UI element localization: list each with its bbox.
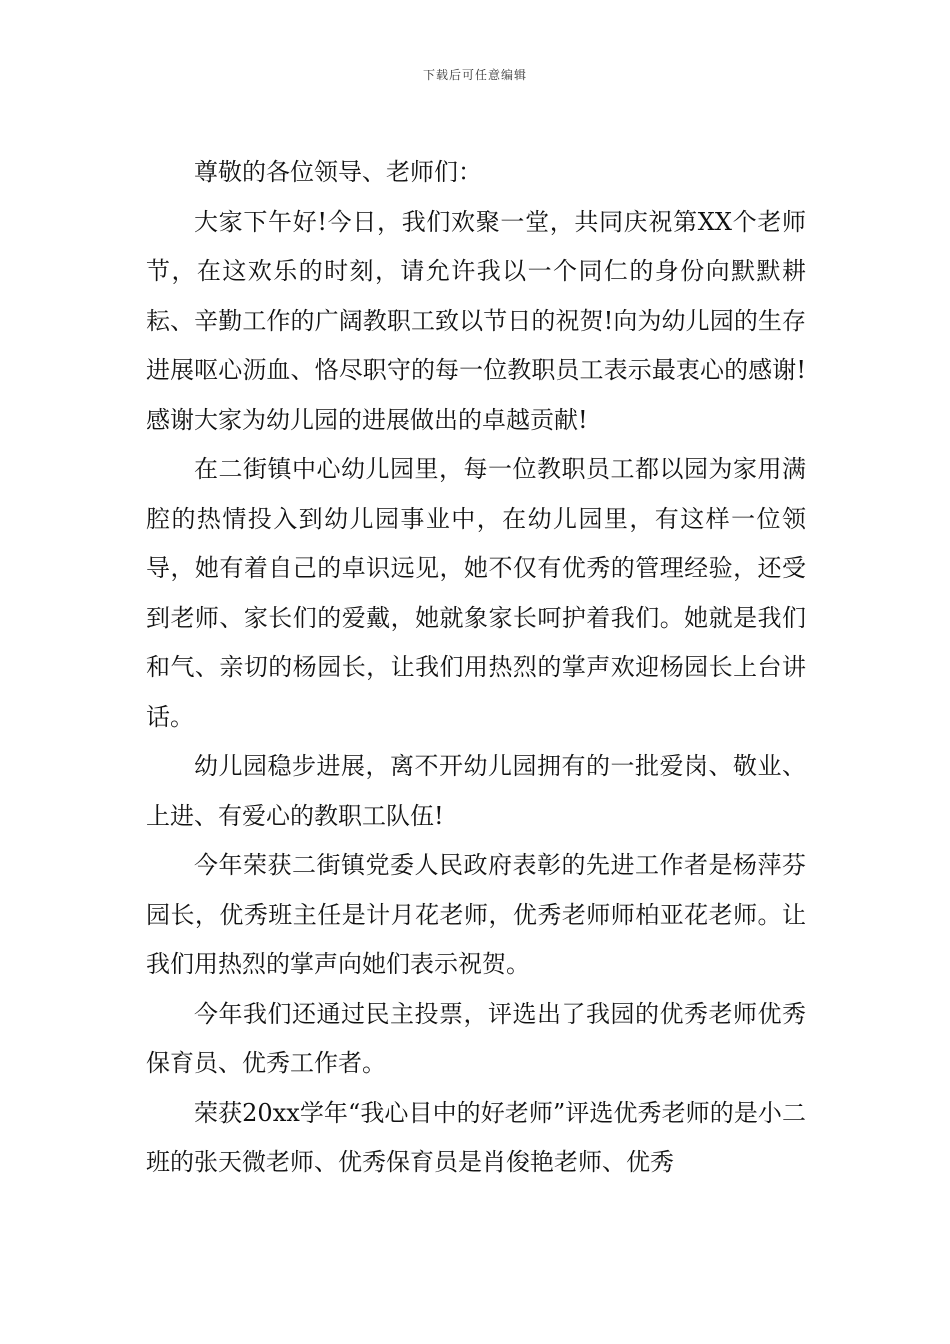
body-paragraph: 今年荣获二街镇党委人民政府表彰的先进工作者是杨萍芬园长，优秀班主任是计月花老师，优秀老师师柏亚花老师。让我们用热烈的掌声向她们表示祝贺。 bbox=[146, 851, 806, 978]
body-paragraph: 幼儿园稳步进展，离不开幼儿园拥有的一批爱岗、敬业、上进、有爱心的教职工队伍! bbox=[146, 752, 806, 830]
body-paragraph: 荣获20xx学年“我心目中的好老师”评选优秀老师的是小二班的张天微老师、优秀保育员是肖俊艳老师、优秀 bbox=[146, 1098, 806, 1176]
body-paragraph: 在二街镇中心幼儿园里，每一位教职员工都以园为家用满腔的热情投入到幼儿园事业中，在幼儿园里，有这样一位领导，她有着自己的卓识远见，她不仅有优秀的管理经验，还受到老师、家长们的爱戴，她就象家长呵护着我们。她就是我们和气、亲切的杨园长，让我们用热烈的掌声欢迎杨园长上台讲话。 bbox=[146, 455, 806, 731]
greeting-paragraph: 尊敬的各位领导、老师们： bbox=[194, 158, 482, 186]
body-paragraph: 今年我们还通过民主投票，评选出了我园的优秀老师优秀保育员、优秀工作者。 bbox=[146, 999, 806, 1077]
document-body bbox=[146, 148, 806, 1188]
body-paragraph: 大家下午好!今日，我们欢聚一堂，共同庆祝第XX个老师节，在这欢乐的时刻，请允许我以一个同仁的身份向默默耕耘、辛勤工作的广阔教职工致以节日的祝贺!向为幼儿园的生存进展呕心沥血、恪尽职守的每一位教职员工表示最衷心的感谢!感谢大家为幼儿园的进展做出的卓越贡献! bbox=[146, 207, 806, 434]
header-note: 下载后可任意编辑 bbox=[422, 68, 527, 82]
